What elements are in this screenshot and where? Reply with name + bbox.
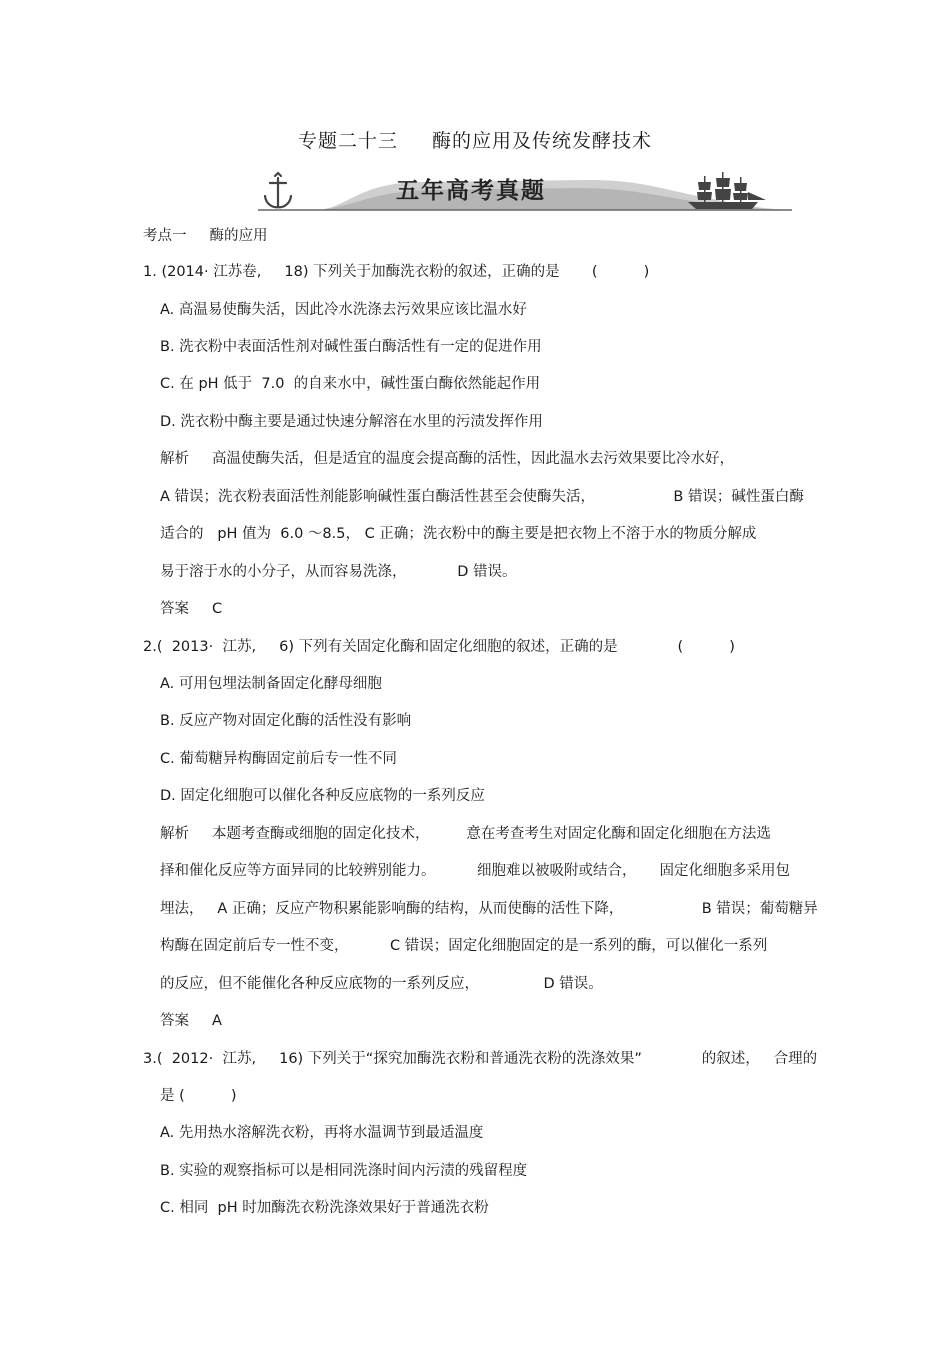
text-line: 埋法， A 正确；反应产物积累能影响酶的结构，从而使酶的活性下降， B 错误；葡萄糖异 — [160, 901, 818, 917]
text-line: C. 相同 pH 时加酶洗衣粉洗涤效果好于普通洗衣粉 — [160, 1200, 489, 1216]
text-line: B. 洗衣粉中表面活性剂对碱性蛋白酶活性有一定的促进作用 — [160, 339, 542, 355]
text-line: C. 葡萄糖异构酶固定前后专一性不同 — [160, 751, 397, 767]
title-topic-number: 专题二十三 — [297, 130, 398, 152]
text-line: 是 ( ) — [160, 1088, 237, 1104]
text-line: 解析 高温使酶失活，但是适宜的温度会提高酶的活性，因此温水去污效果要比冷水好， — [160, 451, 735, 467]
text-line: 易于溶于水的小分子，从而容易洗涤， D 错误。 — [160, 564, 517, 580]
section-banner — [258, 170, 792, 216]
text-line: 2.( 2013· 江苏, 6) 下列有关固定化酶和固定化细胞的叙述，正确的是 ( ) — [143, 639, 735, 655]
text-line: 解析 本题考查酶或细胞的固定化技术， 意在考查考生对固定化酶和固定化细胞在方法选 — [160, 826, 771, 842]
text-line: 答案 C — [160, 601, 223, 617]
text-line: 答案 A — [160, 1013, 222, 1029]
text-line: 3.( 2012· 江苏, 16) 下列关于“探究加酶洗衣粉和普通洗衣粉的洗涤效果” 的叙述， 合理的 — [143, 1051, 818, 1067]
text-line: A. 先用热水溶解洗衣粉，再将水温调节到最适温度 — [160, 1125, 484, 1141]
title-topic-name: 酶的应用及传统发酵技术 — [432, 130, 653, 152]
text-line: 的反应，但不能催化各种反应底物的一系列反应， D 错误。 — [160, 976, 603, 992]
anchor-icon — [265, 173, 291, 207]
text-line: B. 实验的观察指标可以是相同洗涤时间内污渍的残留程度 — [160, 1163, 528, 1179]
banner-title: 五年高考真题 — [396, 178, 546, 204]
text-line: A 错误；洗衣粉表面活性剂能影响碱性蛋白酶活性甚至会使酶失活， B 错误；碱性蛋白酶 — [160, 489, 804, 505]
text-line: A. 高温易使酶失活，因此冷水洗涤去污效果应该比温水好 — [160, 302, 527, 318]
text-line: 考点一 酶的应用 — [143, 228, 268, 244]
text-line: 1. (2014· 江苏卷, 18) 下列关于加酶洗衣粉的叙述，正确的是 ( ) — [143, 264, 650, 280]
ship-icon — [688, 172, 766, 209]
text-line: A. 可用包埋法制备固定化酵母细胞 — [160, 676, 382, 692]
text-line: 适合的 pH 值为 6.0 ～8.5， C 正确；洗衣粉中的酶主要是把衣物上不溶于水的物质分解成 — [160, 526, 757, 542]
text-line: 构酶在固定前后专一性不变， C 错误；固定化细胞固定的是一系列的酶，可以催化一系列 — [160, 938, 768, 954]
text-line: D. 洗衣粉中酶主要是通过快速分解溶在水里的污渍发挥作用 — [160, 414, 543, 430]
text-line: C. 在 pH 低于 7.0 的自来水中，碱性蛋白酶依然能起作用 — [160, 376, 541, 392]
text-line: B. 反应产物对固定化酶的活性没有影响 — [160, 713, 412, 729]
text-line: 择和催化反应等方面异同的比较辨别能力。 细胞难以被吸附或结合， 固定化细胞多采用包 — [160, 863, 791, 879]
text-line: D. 固定化细胞可以催化各种反应底物的一系列反应 — [160, 788, 485, 804]
page-title — [0, 128, 950, 154]
